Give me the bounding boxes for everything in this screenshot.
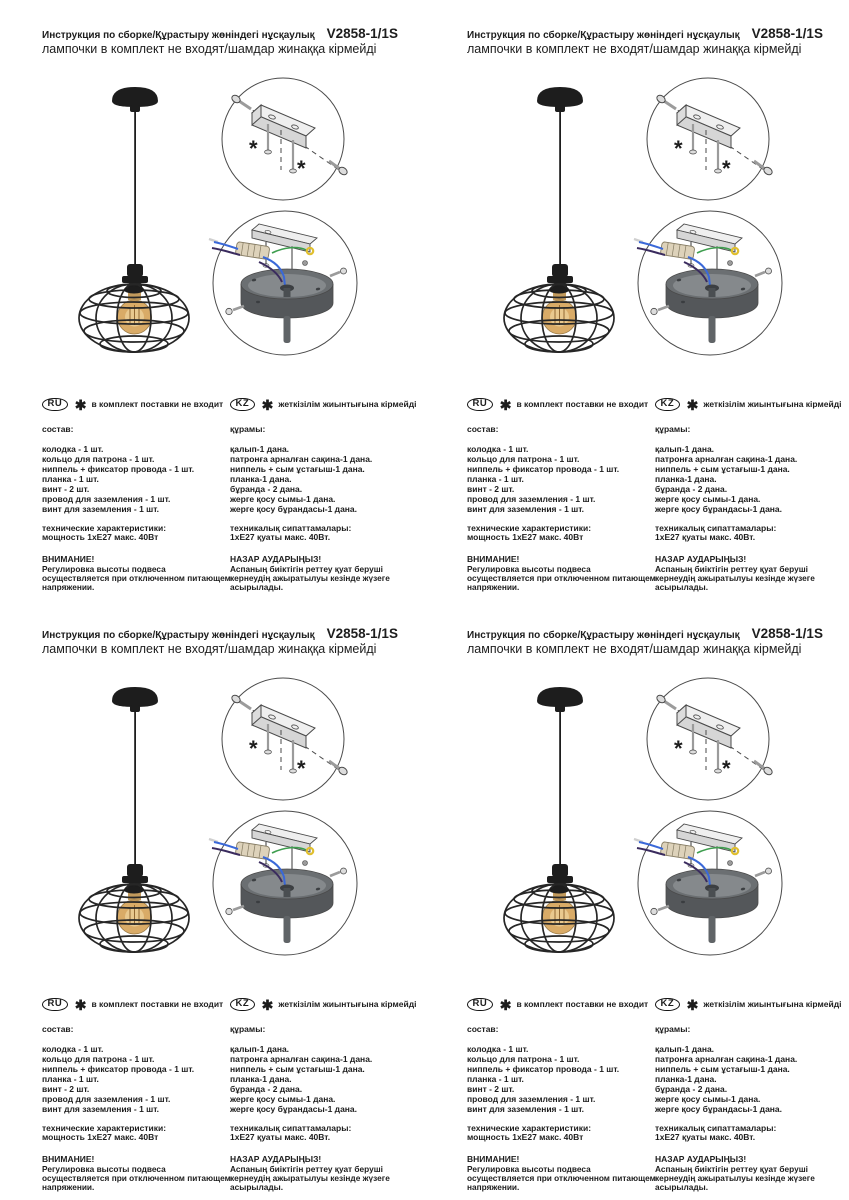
list-item: қалып-1 дана.: [655, 1043, 715, 1054]
ru-badge: RU: [42, 398, 68, 412]
ru-tech-title: технические характеристики:: [467, 1122, 592, 1133]
ru-list-title: состав:: [467, 1024, 499, 1034]
list-item: колодка - 1 шт.: [467, 443, 529, 454]
ru-warning-text: Регулировка высоты подвеса осуществляется при отключенном питающем напряжении.: [467, 1163, 656, 1193]
list-item: провод для заземления - 1 шт.: [467, 1094, 596, 1105]
list-item: жерге қосу бұрандасы-1 дана.: [230, 1104, 358, 1115]
kz-tech-value: 1хЕ27 қуаты макс. 40Вт.: [655, 1132, 756, 1143]
pendant-lamp-drawing: [79, 687, 189, 952]
list-item: колодка - 1 шт.: [467, 1043, 529, 1054]
list-item: жерге қосу бұрандасы-1 дана.: [655, 504, 783, 515]
kz-section: [230, 997, 424, 1193]
screw-icon: [715, 140, 722, 173]
screw-icon: [655, 94, 676, 109]
list-item: патронға арналған сақина-1 дана.: [655, 1053, 798, 1064]
kz-badge: KZ: [655, 998, 680, 1012]
instruction-sheet: [0, 600, 424, 1200]
ru-list-title: состав:: [42, 1024, 74, 1034]
small-nut: [728, 261, 733, 266]
ru-badge: RU: [467, 398, 493, 412]
list-item: ниппель + фиксатор провода - 1 шт.: [42, 463, 195, 474]
kz-warning-text: Аспаның биіктігін реттеу қуат беруші кернеудің ажыратылуы кезінде жүзеге асырылады.: [655, 563, 815, 593]
kz-not-included-note: жеткізілім жиынтығына кірмейді: [278, 999, 417, 1010]
list-item: планка - 1 шт.: [467, 473, 524, 484]
assembly-diagram-svg: [0, 600, 424, 992]
ru-warning-title: ВНИМАНИЕ!: [467, 1153, 520, 1164]
list-item: планка - 1 шт.: [467, 1073, 524, 1084]
bracket-callout: [647, 678, 774, 800]
kz-section: [655, 997, 849, 1193]
screw-icon: [290, 140, 297, 173]
header-title: Инструкция по сборке/Құрастыру жөніндегі нұсқаулық: [467, 30, 740, 41]
model-number: V2858-1/1S: [326, 26, 398, 41]
ru-warning-text: Регулировка высоты подвеса осуществляется при отключенном питающем напряжении.: [467, 563, 656, 593]
ru-tech-value: мощность 1хЕ27 макс. 40Вт: [467, 1132, 584, 1143]
ru-tech-specs: [467, 1124, 659, 1143]
kz-parts-list: [655, 1045, 849, 1115]
wiring-callout: [209, 211, 357, 355]
pendant-lamp-drawing: [504, 87, 614, 352]
header-title: Инструкция по сборке/Құрастыру жөніндегі нұсқаулық: [467, 630, 740, 641]
screw-icon: [755, 268, 772, 276]
pendant-lamp-drawing: [79, 87, 189, 352]
list-item: винт для заземления - 1 шт.: [42, 1104, 160, 1115]
list-item: қалып-1 дана.: [230, 1043, 290, 1054]
canopy-cable: [284, 916, 291, 943]
ru-warning-text: Регулировка высоты подвеса осуществляется при отключенном питающем напряжении.: [42, 563, 231, 593]
model-number: V2858-1/1S: [751, 26, 823, 41]
not-included-asterisk: *: [722, 156, 731, 181]
kz-tech-value: 1хЕ27 қуаты макс. 40Вт.: [655, 532, 756, 543]
header-subtitle: лампочки в комплект не входят/шамдар жинаққа кірмейді: [42, 42, 377, 56]
ru-not-included-note: в комплект поставки не входит: [91, 399, 224, 410]
ru-tech-value: мощность 1хЕ27 макс. 40Вт: [42, 1132, 159, 1143]
screw-icon: [330, 268, 347, 276]
ru-parts-list: [467, 1045, 659, 1115]
ru-tech-title: технические характеристики:: [42, 522, 167, 533]
ru-warning-text: Регулировка высоты подвеса осуществляется при отключенном питающем напряжении.: [42, 1163, 231, 1193]
ru-warning: [467, 1155, 659, 1193]
wiring-callout: [634, 811, 782, 955]
mounting-plate: [252, 705, 315, 748]
wiring-callout: [634, 211, 782, 355]
list-item: жерге қосу сымы-1 дана.: [230, 494, 336, 505]
kz-badge: KZ: [655, 398, 680, 412]
list-item: бұранда - 2 дана.: [655, 1083, 728, 1094]
not-included-asterisk: *: [249, 136, 258, 161]
suspension-cable: [134, 711, 136, 867]
list-item: провод для заземления - 1 шт.: [42, 1094, 171, 1105]
screw-icon: [230, 694, 251, 709]
kz-not-included-note: жеткізілім жиынтығына кірмейді: [278, 399, 417, 410]
ru-badge: RU: [42, 998, 68, 1012]
kz-list-title: құрамы:: [655, 1024, 691, 1034]
kz-tech-value: 1хЕ27 қуаты макс. 40Вт.: [230, 532, 331, 543]
ru-list-title: состав:: [42, 424, 74, 434]
model-number: V2858-1/1S: [326, 626, 398, 641]
kz-tech-specs: [655, 1124, 849, 1143]
list-item: патронға арналған сақина-1 дана.: [230, 1053, 373, 1064]
ru-warning-title: ВНИМАНИЕ!: [42, 553, 95, 564]
list-item: жерге қосу сымы-1 дана.: [655, 1094, 761, 1105]
lamp-socket: [127, 264, 143, 277]
list-item: винт - 2 шт.: [467, 1083, 515, 1094]
list-item: ниппель + фиксатор провода - 1 шт.: [42, 1063, 195, 1074]
list-item: патронға арналған сақина-1 дана.: [230, 453, 373, 464]
kz-badge: KZ: [230, 998, 255, 1012]
suspension-cable: [134, 111, 136, 267]
kz-section: [655, 397, 849, 593]
suspension-cable: [559, 111, 561, 267]
kz-tech-value: 1хЕ27 қуаты макс. 40Вт.: [230, 1132, 331, 1143]
kz-list-title: құрамы:: [230, 424, 266, 434]
ru-parts-list: [467, 445, 659, 515]
small-nut: [303, 261, 308, 266]
assembly-diagram-svg: [425, 600, 849, 992]
screw-icon: [290, 740, 297, 773]
pendant-lamp-drawing: [504, 687, 614, 952]
asterisk-marker: ✱: [499, 996, 512, 1013]
list-item: планка-1 дана.: [230, 473, 292, 484]
kz-tech-title: техникалық сипаттамалары:: [230, 1122, 352, 1133]
assembly-diagram-svg: [0, 0, 424, 392]
kz-tech-title: техникалық сипаттамалары:: [230, 522, 352, 533]
list-item: провод для заземления - 1 шт.: [467, 494, 596, 505]
ru-parts-list: [42, 1045, 234, 1115]
screw-icon: [655, 694, 676, 709]
ru-warning: [42, 555, 234, 593]
ru-tech-title: технические характеристики:: [467, 522, 592, 533]
list-item: ниппель + сым ұстағыш-1 дана.: [230, 1063, 365, 1074]
list-item: винт - 2 шт.: [42, 1083, 90, 1094]
list-item: жерге қосу сымы-1 дана.: [230, 1094, 336, 1105]
kz-warning: [655, 1155, 849, 1193]
list-item: провод для заземления - 1 шт.: [42, 494, 171, 505]
kz-warning-title: НАЗАР АУДАРЫҢЫЗ!: [230, 1153, 322, 1164]
small-nut: [303, 861, 308, 866]
ru-parts-list: [42, 445, 234, 515]
mounting-plate: [677, 705, 740, 748]
sheet-bottom-right: [425, 600, 849, 1200]
kz-list-title: құрамы:: [655, 424, 691, 434]
mounting-plate: [677, 105, 740, 148]
kz-tech-specs: [230, 524, 424, 543]
asterisk-marker: ✱: [74, 396, 87, 413]
kz-warning-text: Аспаның биіктігін реттеу қуат беруші кернеудің ажыратылуы кезінде жүзеге асырылады.: [230, 563, 390, 593]
canopy-cup: [241, 269, 333, 343]
ru-tech-title: технические характеристики:: [42, 1122, 167, 1133]
list-item: ниппель + фиксатор провода - 1 шт.: [467, 463, 620, 474]
kz-warning-text: Аспаның биіктігін реттеу қуат беруші кернеудің ажыратылуы кезінде жүзеге асырылады.: [230, 1163, 390, 1193]
list-item: планка-1 дана.: [230, 1073, 292, 1084]
kz-warning-title: НАЗАР АУДАРЫҢЫЗ!: [655, 1153, 747, 1164]
kz-warning: [230, 555, 424, 593]
ru-warning-title: ВНИМАНИЕ!: [467, 553, 520, 564]
list-item: планка-1 дана.: [655, 473, 717, 484]
list-item: патронға арналған сақина-1 дана.: [655, 453, 798, 464]
instruction-sheet: [0, 0, 424, 600]
ru-not-included-note: в комплект поставки не входит: [91, 999, 224, 1010]
wiring-callout: [209, 811, 357, 955]
header-title: Инструкция по сборке/Құрастыру жөніндегі нұсқаулық: [42, 630, 315, 641]
list-item: винт для заземления - 1 шт.: [42, 504, 160, 515]
asterisk-marker: ✱: [261, 996, 274, 1013]
asterisk-marker: ✱: [499, 396, 512, 413]
list-item: ниппель + сым ұстағыш-1 дана.: [655, 463, 790, 474]
list-item: винт для заземления - 1 шт.: [467, 1104, 585, 1115]
kz-parts-list: [230, 445, 424, 515]
sheet-top-right: [425, 0, 849, 600]
screw-icon: [330, 868, 347, 876]
ru-warning: [42, 1155, 234, 1193]
screw-icon: [715, 740, 722, 773]
kz-warning: [230, 1155, 424, 1193]
bracket-callout: [222, 78, 349, 200]
list-item: кольцо для патрона - 1 шт.: [42, 1053, 155, 1064]
canopy-cable: [284, 316, 291, 343]
instruction-sheet: [425, 0, 849, 600]
asterisk-marker: ✱: [74, 996, 87, 1013]
screw-icon: [755, 868, 772, 876]
screw-icon: [651, 306, 669, 315]
list-item: ниппель + сым ұстағыш-1 дана.: [230, 463, 365, 474]
kz-badge: KZ: [230, 398, 255, 412]
lamp-socket: [552, 864, 568, 877]
list-item: жерге қосу бұрандасы-1 дана.: [655, 1104, 783, 1115]
header-subtitle: лампочки в комплект не входят/шамдар жинаққа кірмейді: [42, 642, 377, 656]
list-item: винт для заземления - 1 шт.: [467, 504, 585, 515]
list-item: қалып-1 дана.: [655, 443, 715, 454]
kz-warning: [655, 555, 849, 593]
lamp-socket: [552, 264, 568, 277]
not-included-asterisk: *: [297, 756, 306, 781]
ru-tech-value: мощность 1хЕ27 макс. 40Вт: [467, 532, 584, 543]
ru-section: [42, 397, 234, 593]
screw-icon: [226, 306, 244, 315]
assembly-diagram-svg: [425, 0, 849, 392]
asterisk-marker: ✱: [261, 396, 274, 413]
model-number: V2858-1/1S: [751, 626, 823, 641]
ru-section: [42, 997, 234, 1193]
bracket-callout: [647, 78, 774, 200]
list-item: винт - 2 шт.: [42, 483, 90, 494]
not-included-asterisk: *: [674, 136, 683, 161]
mounting-plate: [252, 105, 315, 148]
kz-tech-title: техникалық сипаттамалары:: [655, 1122, 777, 1133]
list-item: бұранда - 2 дана.: [230, 483, 303, 494]
list-item: винт - 2 шт.: [467, 483, 515, 494]
ru-badge: RU: [467, 998, 493, 1012]
not-included-asterisk: *: [297, 156, 306, 181]
ru-tech-specs: [42, 1124, 234, 1143]
kz-parts-list: [655, 445, 849, 515]
ru-tech-specs: [42, 524, 234, 543]
ru-list-title: состав:: [467, 424, 499, 434]
not-included-asterisk: *: [722, 756, 731, 781]
list-item: колодка - 1 шт.: [42, 1043, 104, 1054]
screw-icon: [651, 906, 669, 915]
sheet-top-left: [0, 0, 424, 600]
ru-tech-specs: [467, 524, 659, 543]
sheet-bottom-left: [0, 600, 424, 1200]
list-item: планка - 1 шт.: [42, 1073, 99, 1084]
canopy-cable: [709, 316, 716, 343]
header-subtitle: лампочки в комплект не входят/шамдар жинаққа кірмейді: [467, 42, 802, 56]
list-item: ниппель + сым ұстағыш-1 дана.: [655, 1063, 790, 1074]
kz-tech-title: техникалық сипаттамалары:: [655, 522, 777, 533]
list-item: жерге қосу бұрандасы-1 дана.: [230, 504, 358, 515]
bracket-callout: [222, 678, 349, 800]
canopy-cable: [709, 916, 716, 943]
canopy-cup: [666, 269, 758, 343]
list-item: кольцо для патрона - 1 шт.: [467, 453, 580, 464]
not-included-asterisk: *: [674, 736, 683, 761]
asterisk-marker: ✱: [686, 396, 699, 413]
kz-parts-list: [230, 1045, 424, 1115]
kz-warning-title: НАЗАР АУДАРЫҢЫЗ!: [230, 553, 322, 564]
list-item: ниппель + фиксатор провода - 1 шт.: [467, 1063, 620, 1074]
lamp-socket: [127, 864, 143, 877]
kz-not-included-note: жеткізілім жиынтығына кірмейді: [703, 999, 842, 1010]
canopy-cup: [241, 869, 333, 943]
list-item: колодка - 1 шт.: [42, 443, 104, 454]
list-item: кольцо для патрона - 1 шт.: [467, 1053, 580, 1064]
header-title: Инструкция по сборке/Құрастыру жөніндегі нұсқаулық: [42, 30, 315, 41]
ru-not-included-note: в комплект поставки не входит: [516, 999, 649, 1010]
kz-section: [230, 397, 424, 593]
screw-icon: [226, 906, 244, 915]
list-item: бұранда - 2 дана.: [655, 483, 728, 494]
screw-icon: [230, 94, 251, 109]
canopy-cup: [666, 869, 758, 943]
kz-tech-specs: [230, 1124, 424, 1143]
list-item: планка - 1 шт.: [42, 473, 99, 484]
small-nut: [728, 861, 733, 866]
asterisk-marker: ✱: [686, 996, 699, 1013]
ru-warning-title: ВНИМАНИЕ!: [42, 1153, 95, 1164]
instruction-sheet: [425, 600, 849, 1200]
ru-tech-value: мощность 1хЕ27 макс. 40Вт: [42, 532, 159, 543]
kz-list-title: құрамы:: [230, 1024, 266, 1034]
header-subtitle: лампочки в комплект не входят/шамдар жинаққа кірмейді: [467, 642, 802, 656]
not-included-asterisk: *: [249, 736, 258, 761]
suspension-cable: [559, 711, 561, 867]
list-item: қалып-1 дана.: [230, 443, 290, 454]
kz-tech-specs: [655, 524, 849, 543]
kz-warning-title: НАЗАР АУДАРЫҢЫЗ!: [655, 553, 747, 564]
kz-warning-text: Аспаның биіктігін реттеу қуат беруші кернеудің ажыратылуы кезінде жүзеге асырылады.: [655, 1163, 815, 1193]
ru-not-included-note: в комплект поставки не входит: [516, 399, 649, 410]
list-item: планка-1 дана.: [655, 1073, 717, 1084]
ru-warning: [467, 555, 659, 593]
ru-section: [467, 397, 659, 593]
list-item: кольцо для патрона - 1 шт.: [42, 453, 155, 464]
ru-section: [467, 997, 659, 1193]
list-item: жерге қосу сымы-1 дана.: [655, 494, 761, 505]
kz-not-included-note: жеткізілім жиынтығына кірмейді: [703, 399, 842, 410]
list-item: бұранда - 2 дана.: [230, 1083, 303, 1094]
